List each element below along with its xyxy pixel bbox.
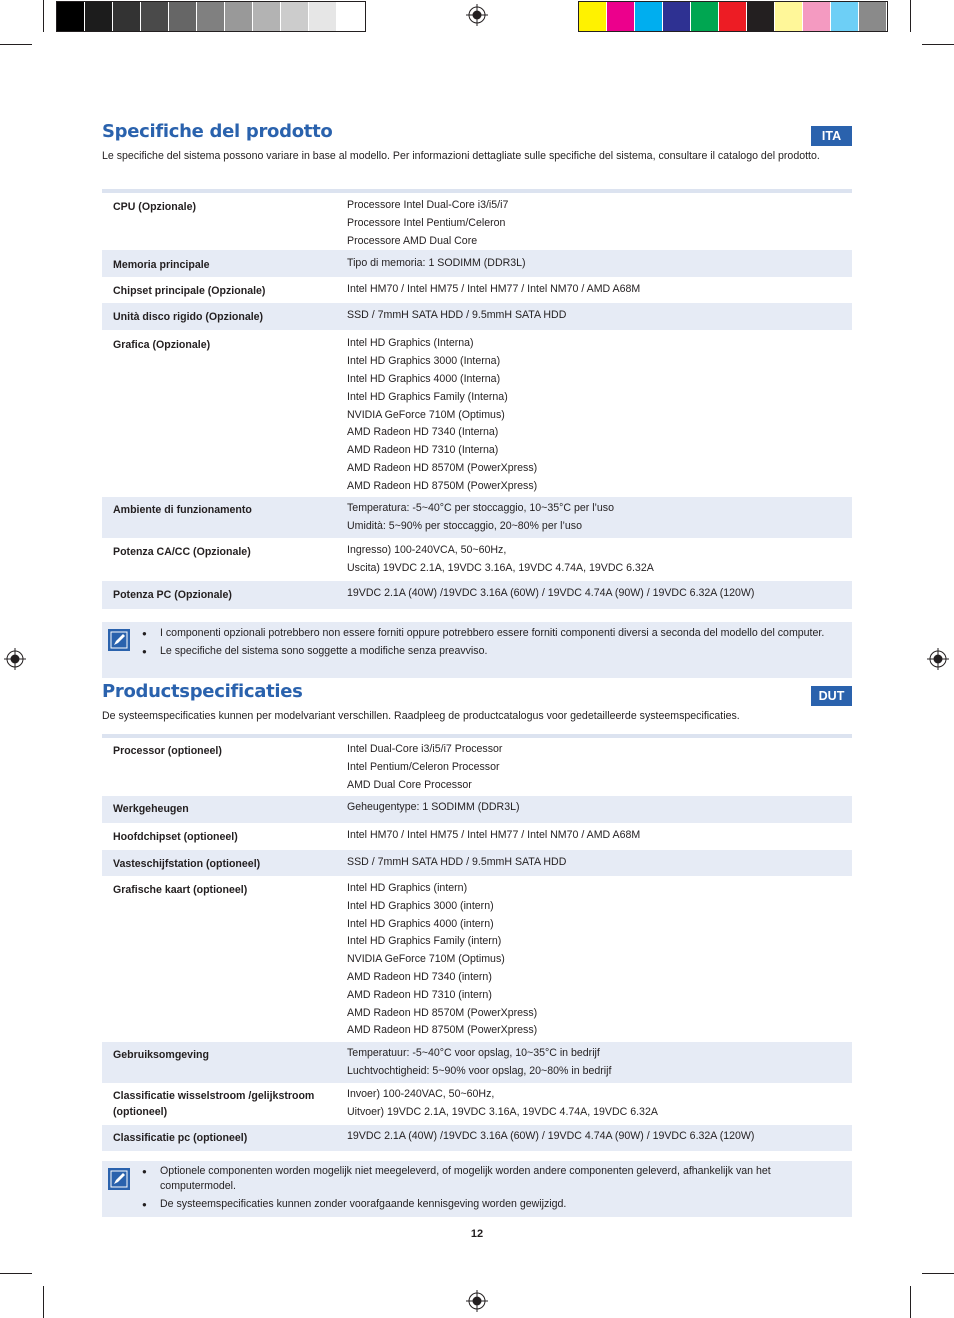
color-swatch xyxy=(831,2,859,31)
color-swatch xyxy=(719,2,747,31)
spec-value-line: Uscita) 19VDC 2.1A, 19VDC 3.16A, 19VDC 4.74A, 19VDC 6.32A xyxy=(347,562,654,575)
spec-value xyxy=(347,850,852,876)
spec-label: Ambiente di funzionamento xyxy=(113,504,252,517)
spec-value xyxy=(347,193,852,250)
section-title: Productspecificaties xyxy=(102,681,303,702)
note-item: ● Optionele componenten worden mogelijk niet meegeleverd, of mogelijk worden andere componenten geleverd, afhankelijk van het computermodel. xyxy=(142,1164,848,1194)
spec-label: Grafica (Opzionale) xyxy=(113,339,211,352)
spec-row xyxy=(102,1083,852,1125)
spec-row xyxy=(102,850,852,876)
spec-row xyxy=(102,738,852,796)
spec-label: CPU (Opzionale) xyxy=(113,201,196,213)
color-swatch xyxy=(607,2,635,31)
color-swatch xyxy=(141,2,169,31)
spec-label: Gebruiksomgeving xyxy=(113,1049,209,1061)
note-pencil-icon xyxy=(108,1168,130,1190)
color-swatch xyxy=(691,2,719,31)
color-swatch xyxy=(57,2,85,31)
registration-mark-icon xyxy=(927,648,949,670)
spec-value-line: Intel HM70 / Intel HM75 / Intel HM77 / Intel NM70 / AMD A68M xyxy=(347,829,641,841)
color-swatch xyxy=(309,2,337,31)
spec-value xyxy=(347,303,852,330)
cmyk-color-bar xyxy=(578,1,888,32)
spec-row xyxy=(102,303,852,330)
spec-value-line: Intel HD Graphics (Interna) xyxy=(347,337,474,350)
spec-value-line: AMD Radeon HD 8570M (PowerXpress) xyxy=(347,461,538,474)
spec-label: Unità disco rigido (Opzionale) xyxy=(113,311,264,324)
language-badge: DUT xyxy=(811,686,852,706)
spec-label: Hoofdchipset (optioneel) xyxy=(113,831,238,843)
spec-value-line: AMD Radeon HD 7310 (Interna) xyxy=(347,444,499,457)
color-swatch xyxy=(635,2,663,31)
section-title: Specifiche del prodotto xyxy=(102,121,333,142)
note-pencil-icon xyxy=(108,629,130,651)
spec-value-line: AMD Radeon HD 8570M (PowerXpress) xyxy=(347,1006,538,1019)
spec-value-line: Processore Intel Dual-Core i3/i5/i7 xyxy=(347,199,509,211)
spec-value-line: Invoer) 100-240VAC, 50~60Hz, xyxy=(347,1088,495,1100)
spec-label: Werkgeheugen xyxy=(113,803,189,815)
spec-value-line: SSD / 7mmH SATA HDD / 9.5mmH SATA HDD xyxy=(347,856,567,868)
spec-row xyxy=(102,581,852,609)
spec-value-line: Processore Intel Pentium/Celeron xyxy=(347,216,506,229)
spec-table xyxy=(102,738,852,1151)
spec-label: Potenza CA/CC (Opzionale) xyxy=(113,546,251,559)
color-swatch xyxy=(803,2,831,31)
color-swatch xyxy=(747,2,775,31)
note-box xyxy=(102,622,852,678)
spec-value-line: 19VDC 2.1A (40W) /19VDC 3.16A (60W) / 19VDC 4.74A (90W) / 19VDC 6.32A (120W) xyxy=(347,1130,755,1142)
color-swatch xyxy=(579,2,607,31)
spec-value xyxy=(347,497,852,538)
spec-value-line: Processore AMD Dual Core xyxy=(347,234,478,247)
color-swatch xyxy=(85,2,113,31)
spec-value xyxy=(347,250,852,277)
spec-value-line: 19VDC 2.1A (40W) /19VDC 3.16A (60W) / 19VDC 4.74A (90W) / 19VDC 6.32A (120W) xyxy=(347,587,755,600)
note-list xyxy=(142,626,848,662)
spec-value-line: AMD Radeon HD 7340 (Interna) xyxy=(347,426,499,439)
spec-row xyxy=(102,876,852,1042)
spec-value-line: AMD Radeon HD 7340 (intern) xyxy=(347,970,492,983)
note-item: ● Le specifiche del sistema sono soggette a modifiche senza preavviso. xyxy=(142,644,848,659)
spec-row xyxy=(102,823,852,850)
color-swatch xyxy=(169,2,197,31)
color-swatch xyxy=(281,2,309,31)
spec-row xyxy=(102,193,852,250)
spec-row xyxy=(102,796,852,823)
spec-value-line: Umidità: 5~90% per stoccaggio, 20~80% per l’uso xyxy=(347,520,582,533)
spec-label: Processor (optioneel) xyxy=(113,745,222,757)
spec-value-line: Temperatura: -5~40°C per stoccaggio, 10~35°C per l’uso xyxy=(347,502,614,515)
spec-label: Memoria principale xyxy=(113,259,210,272)
grayscale-color-bar xyxy=(56,1,366,32)
spec-value-line: Intel HD Graphics 3000 (intern) xyxy=(347,899,494,912)
spec-label: Grafische kaart (optioneel) xyxy=(113,884,248,896)
color-swatch xyxy=(337,2,365,31)
section-intro: Le specifiche del sistema possono variare in base al modello. Per informazioni dettagliate sulle specifiche del sistema, consultare il catalogo del prodotto. xyxy=(102,150,820,162)
spec-value xyxy=(347,1125,852,1151)
spec-row xyxy=(102,330,852,497)
color-swatch xyxy=(113,2,141,31)
spec-value-line: Ingresso) 100-240VCA, 50~60Hz, xyxy=(347,544,507,557)
spec-row xyxy=(102,277,852,303)
color-swatch xyxy=(253,2,281,31)
spec-value-line: Intel Pentium/Celeron Processor xyxy=(347,760,500,773)
registration-mark-icon xyxy=(466,1290,488,1312)
spec-value-line: Temperatuur: -5~40°C voor opslag, 10~35°C in bedrijf xyxy=(347,1047,600,1059)
color-swatch xyxy=(663,2,691,31)
spec-row xyxy=(102,1125,852,1151)
spec-value xyxy=(347,738,852,796)
spec-row xyxy=(102,497,852,538)
spec-label: Vasteschijfstation (optioneel) xyxy=(113,858,261,870)
spec-value-line: AMD Dual Core Processor xyxy=(347,778,472,791)
spec-value-line: Intel HD Graphics Family (Interna) xyxy=(347,390,508,403)
spec-value-line: Intel HD Graphics (intern) xyxy=(347,882,468,894)
spec-value xyxy=(347,330,852,497)
registration-mark-icon xyxy=(466,4,488,26)
spec-value xyxy=(347,796,852,823)
section-intro: De systeemspecificaties kunnen per modelvariant verschillen. Raadpleeg de productcatalogus voor gedetailleerde systeemspecificaties. xyxy=(102,710,740,722)
spec-table xyxy=(102,193,852,609)
spec-value-line: Luchtvochtigheid: 5~90% voor opslag, 20~80% in bedrijf xyxy=(347,1064,612,1077)
spec-value-line: Tipo di memoria: 1 SODIMM (DDR3L) xyxy=(347,257,526,270)
language-badge: ITA xyxy=(811,126,852,146)
spec-value xyxy=(347,1083,852,1125)
spec-value xyxy=(347,823,852,850)
spec-value-line: AMD Radeon HD 8750M (PowerXpress) xyxy=(347,1024,538,1037)
note-item: ● I componenti opzionali potrebbero non essere forniti oppure potrebbero essere forniti componenti diversi a seconda del modello del computer. xyxy=(142,626,848,641)
color-swatch xyxy=(225,2,253,31)
spec-value xyxy=(347,876,852,1042)
spec-label: Classificatie pc (optioneel) xyxy=(113,1132,248,1144)
spec-value xyxy=(347,538,852,581)
spec-value-line: Uitvoer) 19VDC 2.1A, 19VDC 3.16A, 19VDC 4.74A, 19VDC 6.32A xyxy=(347,1105,658,1118)
spec-label: Chipset principale (Opzionale) xyxy=(113,285,266,298)
note-item: ● De systeemspecificaties kunnen zonder voorafgaande kennisgeving worden gewijzigd. xyxy=(142,1197,848,1212)
note-list xyxy=(142,1164,848,1215)
spec-value-line: AMD Radeon HD 7310 (intern) xyxy=(347,988,492,1001)
spec-value xyxy=(347,1042,852,1083)
color-swatch xyxy=(197,2,225,31)
spec-value-line: NVIDIA GeForce 710M (Optimus) xyxy=(347,408,505,421)
spec-value-line: NVIDIA GeForce 710M (Optimus) xyxy=(347,953,505,966)
page-number: 12 xyxy=(470,1228,484,1240)
spec-value-line: Intel HD Graphics 4000 (Interna) xyxy=(347,372,501,385)
spec-row xyxy=(102,538,852,581)
note-box xyxy=(102,1161,852,1217)
spec-value-line: Intel HD Graphics 4000 (intern) xyxy=(347,917,494,930)
spec-value-line: Geheugentype: 1 SODIMM (DDR3L) xyxy=(347,801,520,813)
spec-value-line: Intel HD Graphics Family (intern) xyxy=(347,935,502,948)
spec-value-line: Intel HM70 / Intel HM75 / Intel HM77 / Intel NM70 / AMD A68M xyxy=(347,283,641,296)
spec-label: Potenza PC (Opzionale) xyxy=(113,589,232,602)
registration-mark-icon xyxy=(4,648,26,670)
spec-row xyxy=(102,1042,852,1083)
spec-value-line: SSD / 7mmH SATA HDD / 9.5mmH SATA HDD xyxy=(347,309,567,322)
spec-value-line: Intel HD Graphics 3000 (Interna) xyxy=(347,355,501,368)
color-swatch xyxy=(775,2,803,31)
spec-value xyxy=(347,581,852,609)
spec-row xyxy=(102,250,852,277)
color-swatch xyxy=(859,2,887,31)
spec-label: Classificatie wisselstroom /gelijkstroom (optioneel) xyxy=(113,1090,315,1118)
spec-value-line: AMD Radeon HD 8750M (PowerXpress) xyxy=(347,479,538,492)
spec-value xyxy=(347,277,852,303)
spec-value-line: Intel Dual-Core i3/i5/i7 Processor xyxy=(347,743,503,755)
